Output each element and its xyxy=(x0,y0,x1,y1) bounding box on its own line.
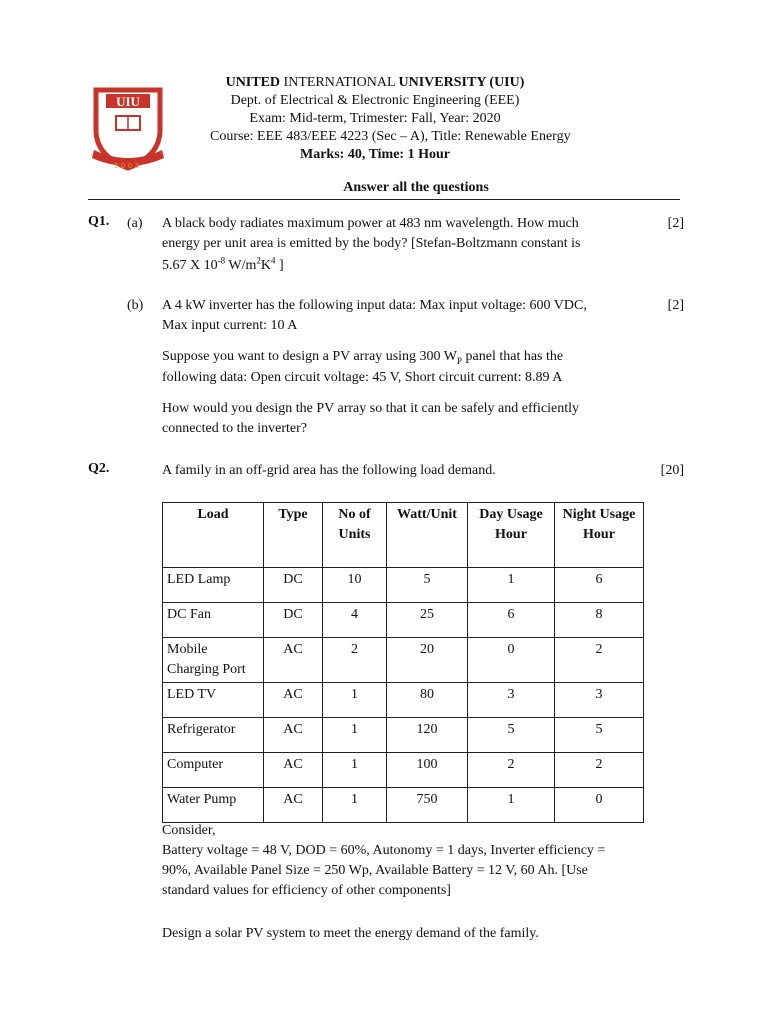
q1a-marks: [2] xyxy=(667,216,684,231)
exam-info: Exam: Mid-term, Trimester: Fall, Year: 2020 xyxy=(249,111,501,126)
q1b-line2: Max input current: 10 A xyxy=(162,318,298,333)
q2-label: Q2. xyxy=(88,461,110,476)
department: Dept. of Electrical & Electronic Engineering (EEE) xyxy=(230,93,520,108)
q1a-line1: A black body radiates maximum power at 483 nm wavelength. How much xyxy=(162,216,579,231)
design-task: Design a solar PV system to meet the energy demand of the family. xyxy=(162,926,539,941)
q1b-label: (b) xyxy=(127,298,144,313)
uiu-logo xyxy=(90,86,166,172)
consider-line3: standard values for efficiency of other components] xyxy=(162,883,451,898)
course-info: Course: EEE 483/EEE 4223 (Sec – A), Title: Renewable Energy xyxy=(210,129,571,144)
header-load: Load xyxy=(163,503,264,568)
table-row: Water Pump AC 1 750 1 0 xyxy=(163,788,644,823)
university-name: UNITED INTERNATIONAL UNIVERSITY (UIU) xyxy=(225,75,525,90)
logo-year: 2003 xyxy=(114,163,142,170)
q1b-line1: A 4 kW inverter has the following input data: Max input voltage: 600 VDC, xyxy=(162,298,587,313)
instruction: Answer all the questions xyxy=(343,180,489,195)
table-row: LED Lamp DC 10 5 1 6 xyxy=(163,568,644,603)
consider-line2: 90%, Available Panel Size = 250 Wp, Available Battery = 12 V, 60 Ah. [Use xyxy=(162,863,588,878)
header-watt: Watt/Unit xyxy=(387,503,468,568)
table-row: Computer AC 1 100 2 2 xyxy=(163,753,644,788)
q1a-line2: energy per unit area is emitted by the body? [Stefan-Boltzmann constant is xyxy=(162,236,581,251)
exam-header xyxy=(210,74,571,164)
q1-label: Q1. xyxy=(88,214,110,229)
q1a-line3: 5.67 X $10^{-8}$ $W/m^2K^4$ ] xyxy=(162,255,284,273)
q1b-marks: [2] xyxy=(667,298,684,313)
header-rule xyxy=(88,199,680,200)
logo-letters: UIU xyxy=(116,94,140,109)
table-row: Mobile Charging Port AC 2 20 0 2 xyxy=(163,638,644,683)
q1b-p2-line2: following data: Open circuit voltage: 45 V, Short circuit current: 8.89 A xyxy=(162,370,563,385)
table-row: DC Fan DC 4 25 6 8 xyxy=(163,603,644,638)
q1a-label: (a) xyxy=(127,216,143,231)
consider-label: Consider, xyxy=(162,823,216,838)
table-header-row xyxy=(163,503,644,568)
header-night-usage: Night Usage Hour xyxy=(555,503,644,568)
q2-marks: [20] xyxy=(660,463,684,478)
table-row: LED TV AC 1 80 3 3 xyxy=(163,683,644,718)
header-type: Type xyxy=(264,503,323,568)
marks-time: Marks: 40, Time: 1 Hour xyxy=(300,147,450,162)
header-day-usage: Day Usage Hour xyxy=(468,503,555,568)
load-demand-table xyxy=(162,502,644,823)
header-units: No of Units xyxy=(323,503,387,568)
q2-intro: A family in an off-grid area has the following load demand. xyxy=(162,463,496,478)
q1b-p2-line1: Suppose you want to design a PV array using 300 $W_P$ panel that has the xyxy=(162,349,564,366)
q1b-p3-line1: How would you design the PV array so that it can be safely and efficiently xyxy=(162,401,580,416)
table-row: Refrigerator AC 1 120 5 5 xyxy=(163,718,644,753)
q1b-p3-line2: connected to the inverter? xyxy=(162,421,307,436)
consider-line1: Battery voltage = 48 V, DOD = 60%, Autonomy = 1 days, Inverter efficiency = xyxy=(162,843,606,858)
